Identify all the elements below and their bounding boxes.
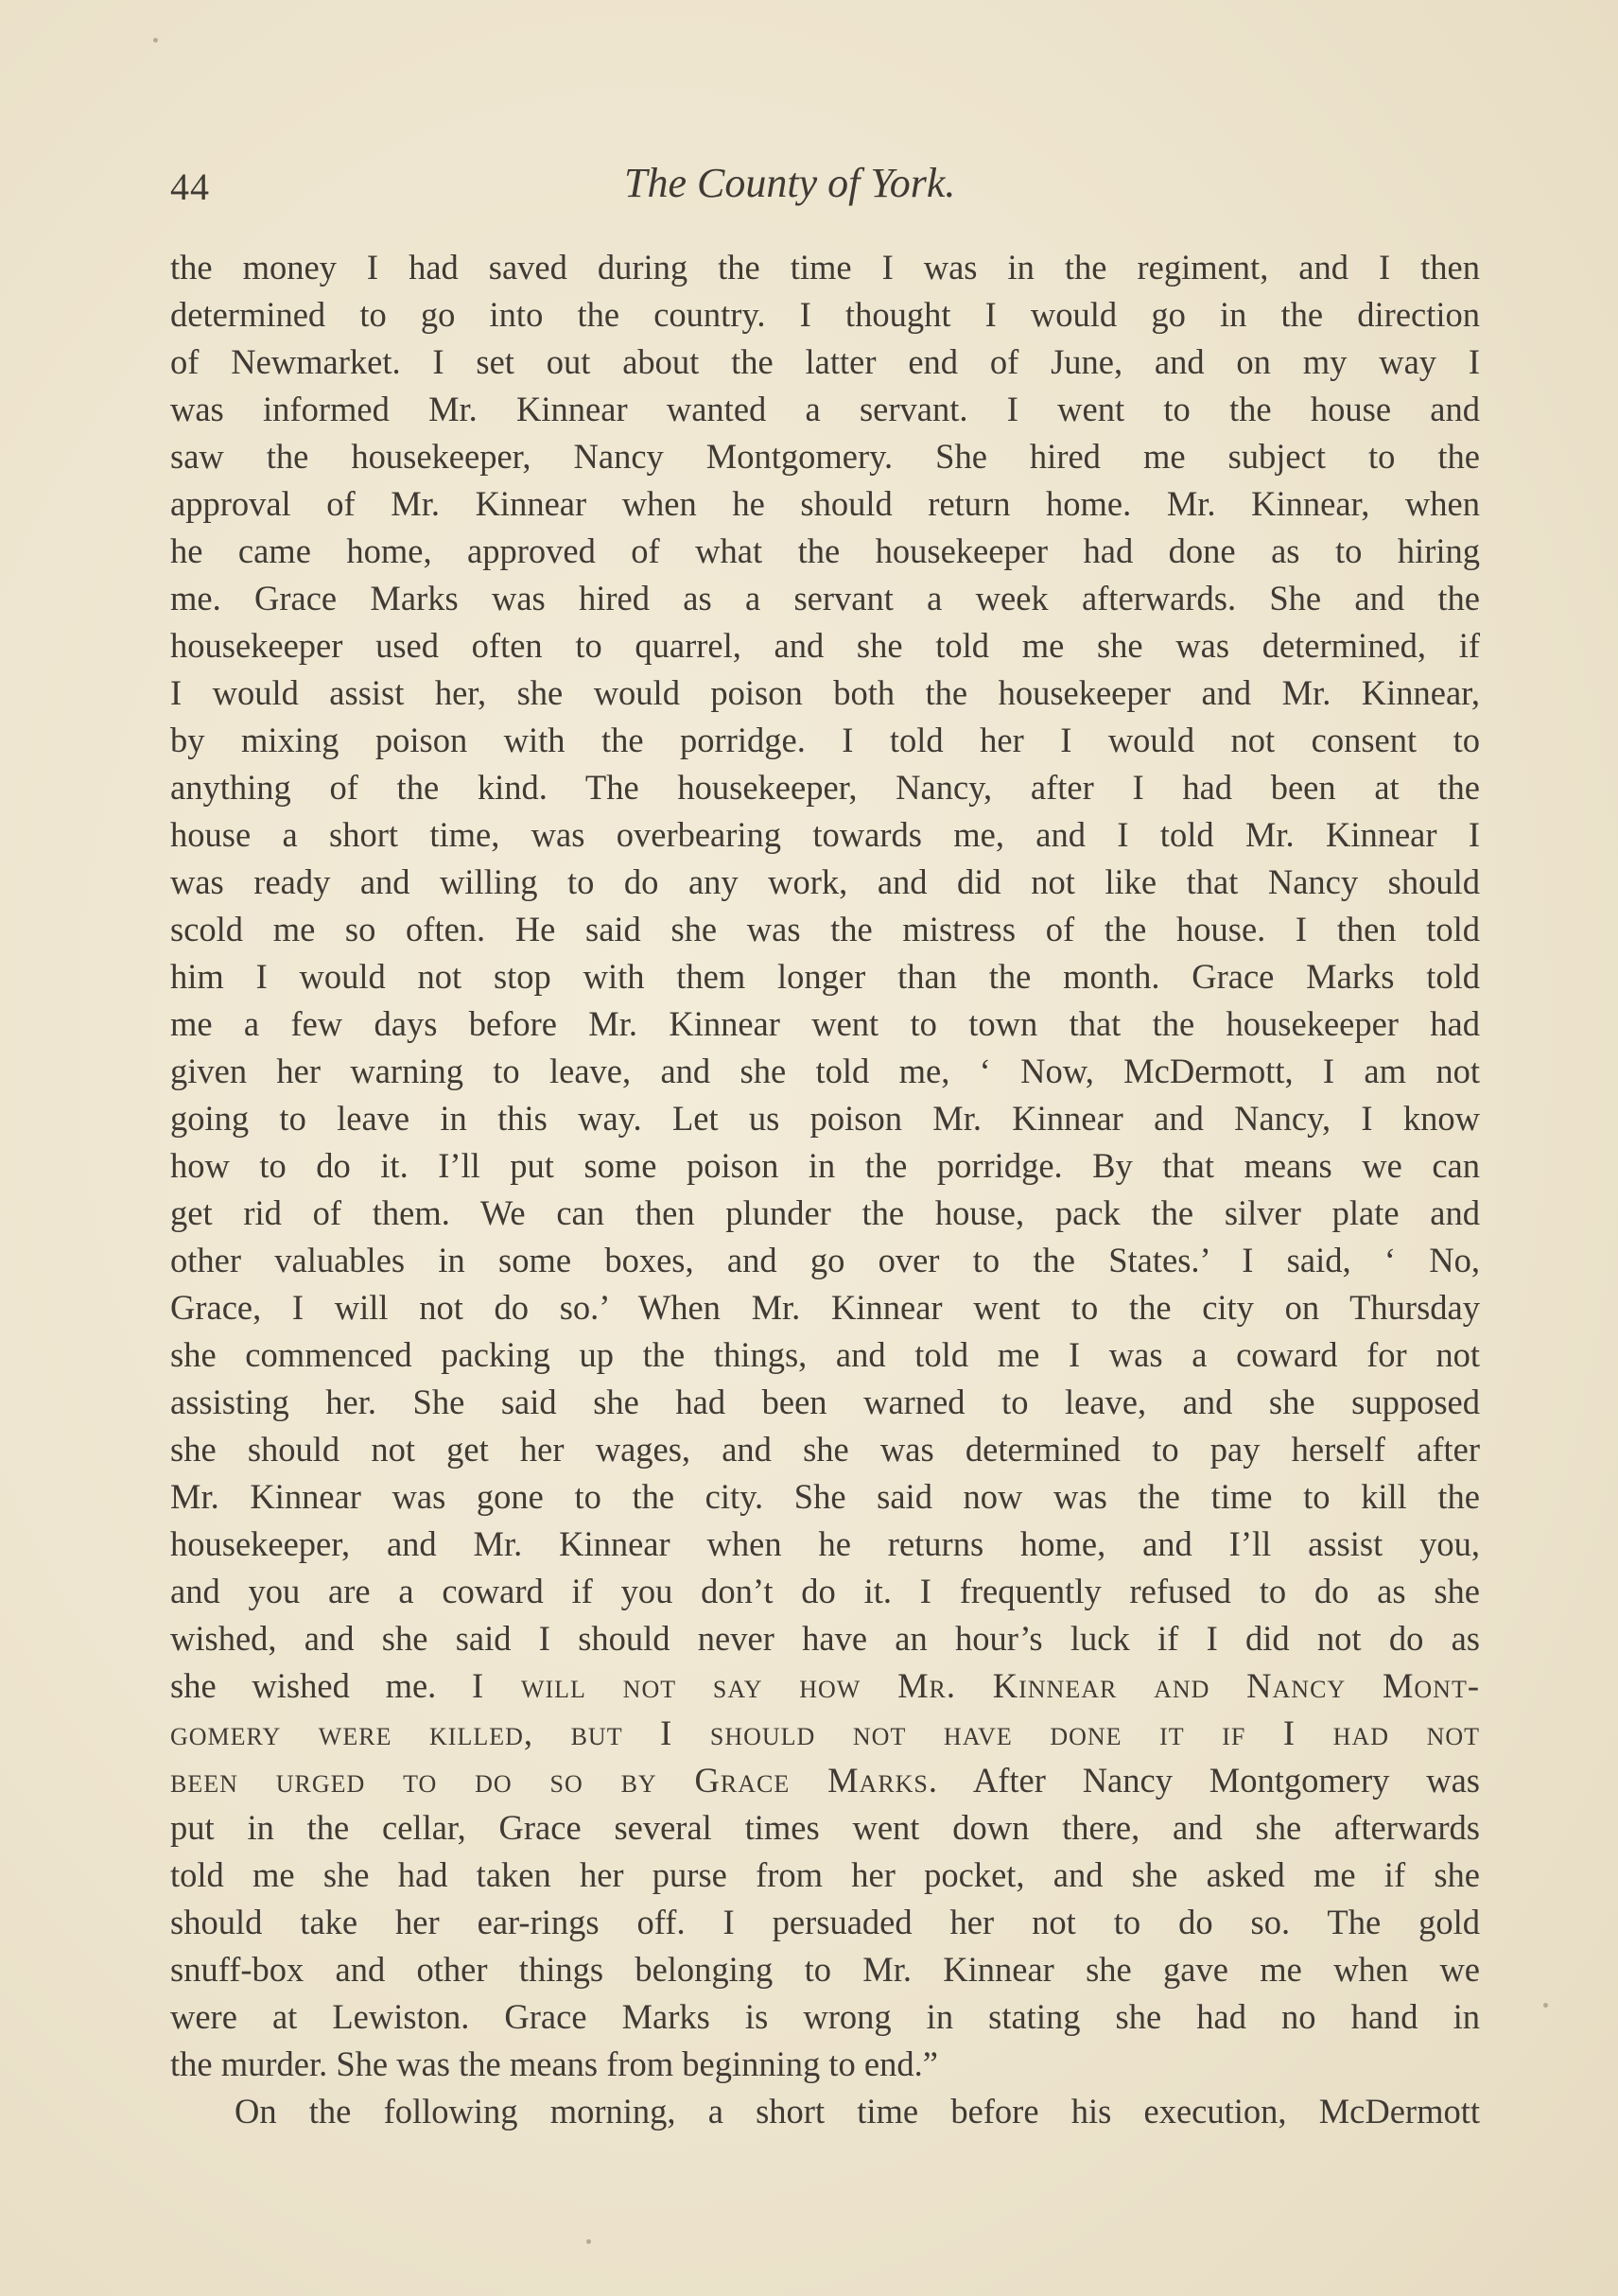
- text-line-mixed: [170, 1662, 1480, 1710]
- text-line: me. Grace Marks was hired as a servant a week afterwards. She and the: [170, 579, 1480, 617]
- text-line: she commenced packing up the things, and told me I was a coward for not: [170, 1335, 1480, 1374]
- text-line-mixed: [170, 1757, 1480, 1804]
- text-line: Mr. Kinnear was gone to the city. She said now was the time to kill the: [170, 1477, 1480, 1516]
- page-header: [170, 151, 1021, 217]
- paper-speck: [586, 2239, 591, 2244]
- text-line: anything of the kind. The housekeeper, Nancy, after I had been at the: [170, 768, 1480, 807]
- text-line: him I would not stop with them longer than the month. Grace Marks told: [170, 957, 1480, 996]
- text-line: assisting her. She said she had been warned to leave, and she supposed: [170, 1383, 1480, 1421]
- text-line: was informed Mr. Kinnear wanted a servant. I went to the house and: [170, 390, 1480, 428]
- small-caps-text: been urged to do so by Grace Marks.: [170, 1761, 939, 1800]
- page-number: 44: [170, 165, 210, 208]
- text-line: were at Lewiston. Grace Marks is wrong in stating she had no hand in: [170, 1997, 1480, 2036]
- text-line: going to leave in this way. Let us poison Mr. Kinnear and Nancy, I know: [170, 1099, 1480, 1138]
- text-line: wished, and she said I should never have an hour’s luck if I did not do as: [170, 1619, 1480, 1658]
- text-line: housekeeper, and Mr. Kinnear when he returns home, and I’ll assist you,: [170, 1524, 1480, 1563]
- text-line: how to do it. I’ll put some poison in the porridge. By that means we can: [170, 1146, 1480, 1185]
- text-line: and you are a coward if you don’t do it. I frequently refused to do as she: [170, 1572, 1480, 1610]
- text-line: put in the cellar, Grace several times went down there, and she afterwards: [170, 1808, 1480, 1847]
- text-line: scold me so often. He said she was the mistress of the house. I then told: [170, 910, 1480, 948]
- text-line: approval of Mr. Kinnear when he should return home. Mr. Kinnear, when: [170, 484, 1480, 523]
- text-line: saw the housekeeper, Nancy Montgomery. She hired me subject to the: [170, 437, 1480, 476]
- text-line: determined to go into the country. I thought I would go in the direction: [170, 295, 1480, 334]
- text-line: was ready and willing to do any work, and did not like that Nancy should: [170, 862, 1480, 901]
- text-line: of Newmarket. I set out about the latter end of June, and on my way I: [170, 342, 1480, 381]
- text-line: given her warning to leave, and she told me, ‘ Now, McDermott, I am not: [170, 1052, 1480, 1090]
- plain-text: After Nancy Montgomery was: [938, 1761, 1480, 1800]
- paragraph-start-line: On the following morning, a short time before his execution, McDermott: [235, 2092, 1480, 2131]
- text-line: get rid of them. We can then plunder the house, pack the silver plate and: [170, 1193, 1480, 1232]
- text-line: Grace, I will not do so.’ When Mr. Kinnear went to the city on Thursday: [170, 1288, 1480, 1327]
- body-text: [170, 244, 1480, 2135]
- text-line: snuff-box and other things belonging to Mr. Kinnear she gave me when we: [170, 1950, 1480, 1989]
- running-title: The County of York.: [624, 160, 956, 206]
- small-caps-line: gomery were killed, but I should not have done it if I had not: [170, 1713, 1480, 1752]
- text-line: I would assist her, she would poison both the housekeeper and Mr. Kinnear,: [170, 673, 1480, 712]
- text-line: house a short time, was overbearing towards me, and I told Mr. Kinnear I: [170, 815, 1480, 854]
- plain-text: she wished me.: [170, 1666, 473, 1705]
- text-line: other valuables in some boxes, and go over to the States.’ I said, ‘ No,: [170, 1241, 1480, 1279]
- text-line: the money I had saved during the time I was in the regiment, and I then: [170, 248, 1480, 287]
- text-line: housekeeper used often to quarrel, and she told me she was determined, if: [170, 626, 1480, 665]
- text-line: should take her ear-rings off. I persuaded her not to do so. The gold: [170, 1903, 1480, 1941]
- text-line: told me she had taken her purse from her pocket, and she asked me if she: [170, 1855, 1480, 1894]
- text-line: by mixing poison with the porridge. I told her I would not consent to: [170, 721, 1480, 759]
- text-line: he came home, approved of what the housekeeper had done as to hiring: [170, 531, 1480, 570]
- text-line: me a few days before Mr. Kinnear went to town that the housekeeper had: [170, 1004, 1480, 1043]
- paper-speck: [153, 38, 158, 43]
- paragraph-end-line: the murder. She was the means from beginning to end.”: [170, 2044, 938, 2083]
- paper-speck: [1543, 2003, 1548, 2008]
- text-line: she should not get her wages, and she was determined to pay herself after: [170, 1430, 1480, 1469]
- small-caps-text: I will not say how Mr. Kinnear and Nancy Mont-: [472, 1666, 1480, 1705]
